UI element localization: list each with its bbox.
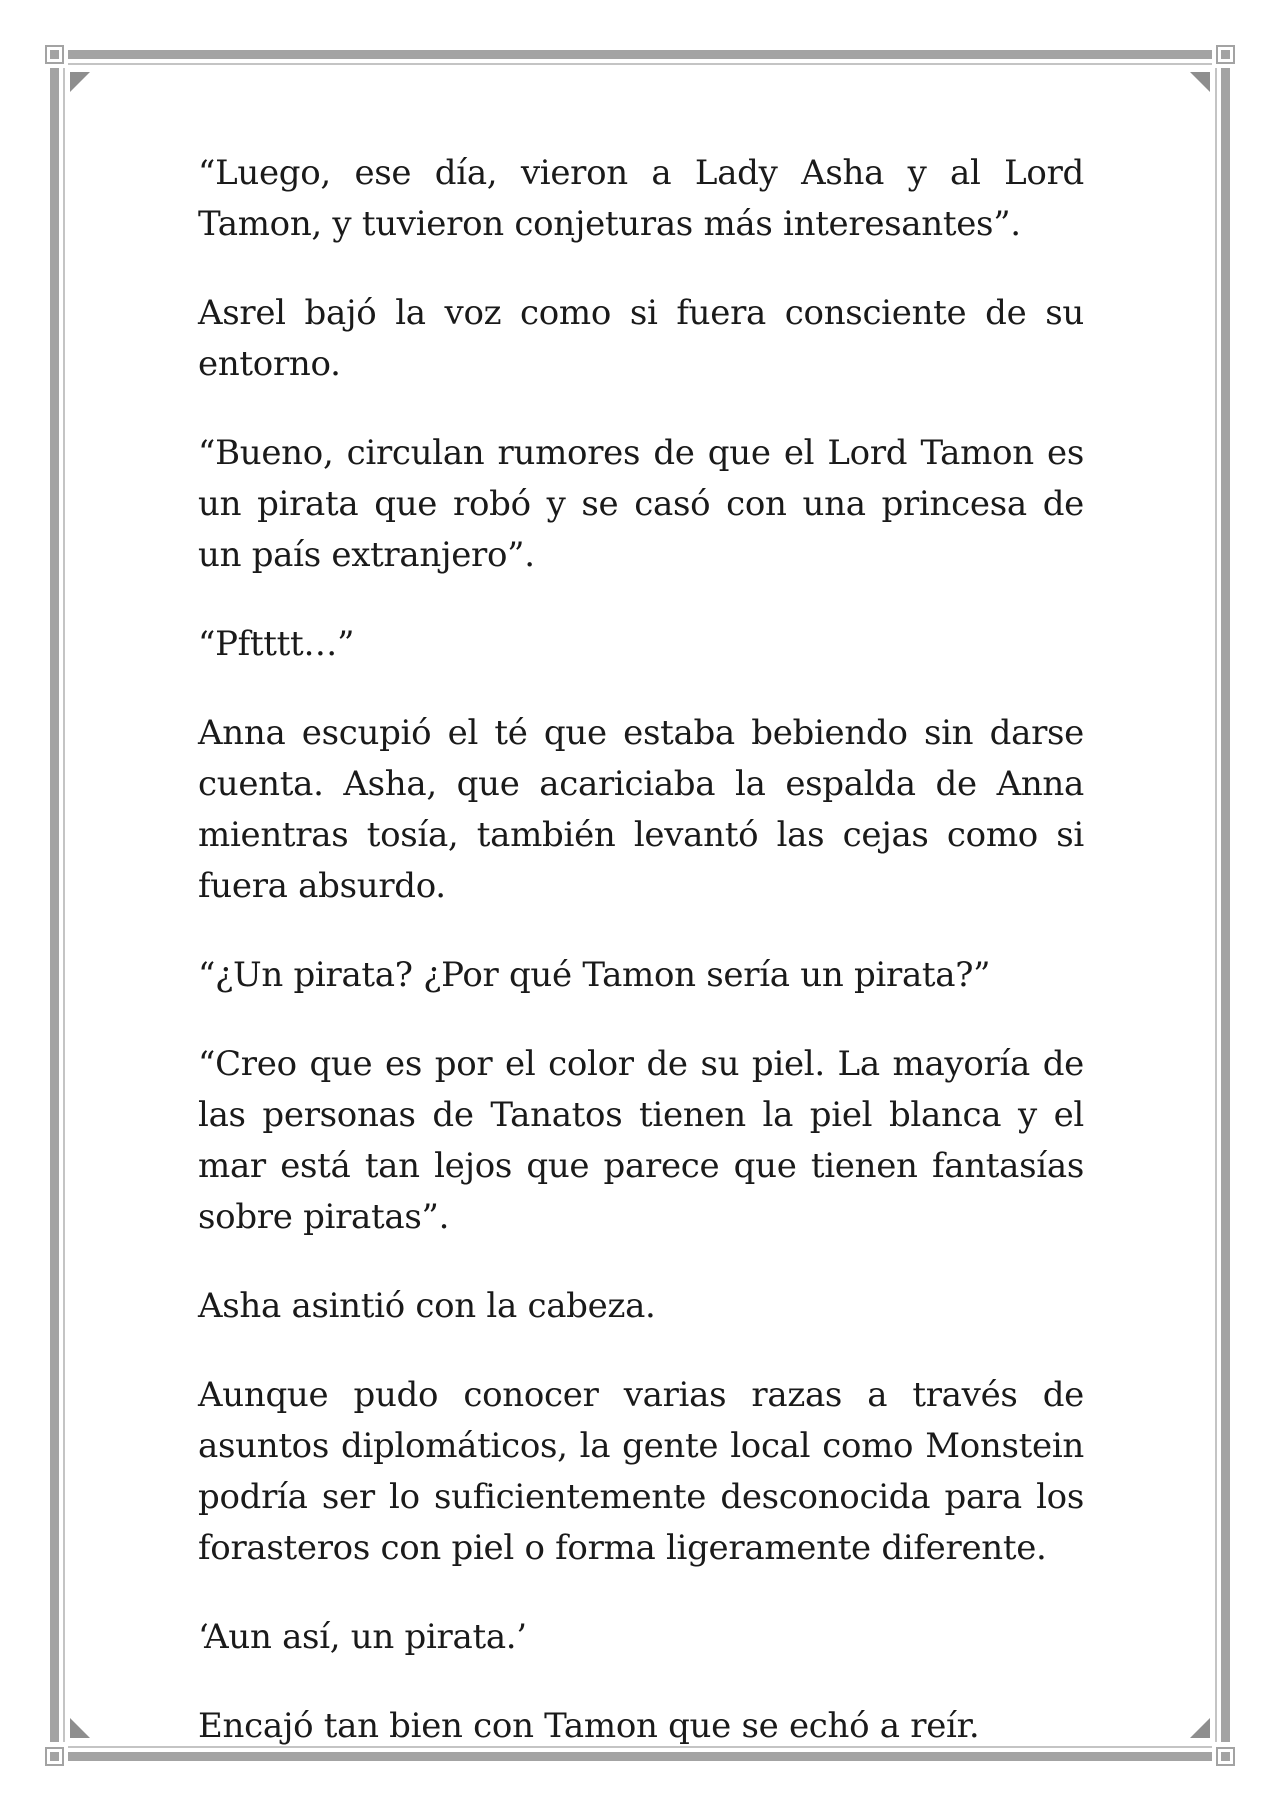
paragraph: Encajó tan bien con Tamon que se echó a reír. (198, 1706, 980, 1746)
paragraph: ‘Aun así, un pirata.’ (198, 1617, 527, 1657)
page-text (198, 148, 1084, 1790)
paragraph: Asha asintió con la cabeza. (198, 1286, 656, 1326)
paragraph: “¿Un pirata? ¿Por qué Tamon sería un pirata?” (198, 955, 991, 995)
paragraph: “Creo que es por el color de su piel. La mayoría de las personas de Tanatos tienen la piel blanca y el mar está tan lejos que parece que tienen fantasías sobre piratas”. (198, 1044, 1084, 1237)
paragraph: “Pftttt…” (198, 624, 355, 664)
paragraph: “Luego, ese día, vieron a Lady Asha y al Lord Tamon, y tuvieron conjeturas más interesantes”. (198, 153, 1084, 244)
paragraph: Aunque pudo conocer varias razas a través de asuntos diplomáticos, la gente local como Monstein podría ser lo suficientemente desconocida para los forasteros con piel o forma ligeramente diferente. (198, 1375, 1084, 1568)
paragraph: Asrel bajó la voz como si fuera consciente de su entorno. (198, 293, 1084, 384)
paragraph: “Bueno, circulan rumores de que el Lord Tamon es un pirata que robó y se casó con una princesa de un país extranjero”. (198, 433, 1084, 575)
paragraph: Anna escupió el té que estaba bebiendo sin darse cuenta. Asha, que acariciaba la espalda de Anna mientras tosía, también levantó las cejas como si fuera absurdo. (198, 713, 1084, 906)
